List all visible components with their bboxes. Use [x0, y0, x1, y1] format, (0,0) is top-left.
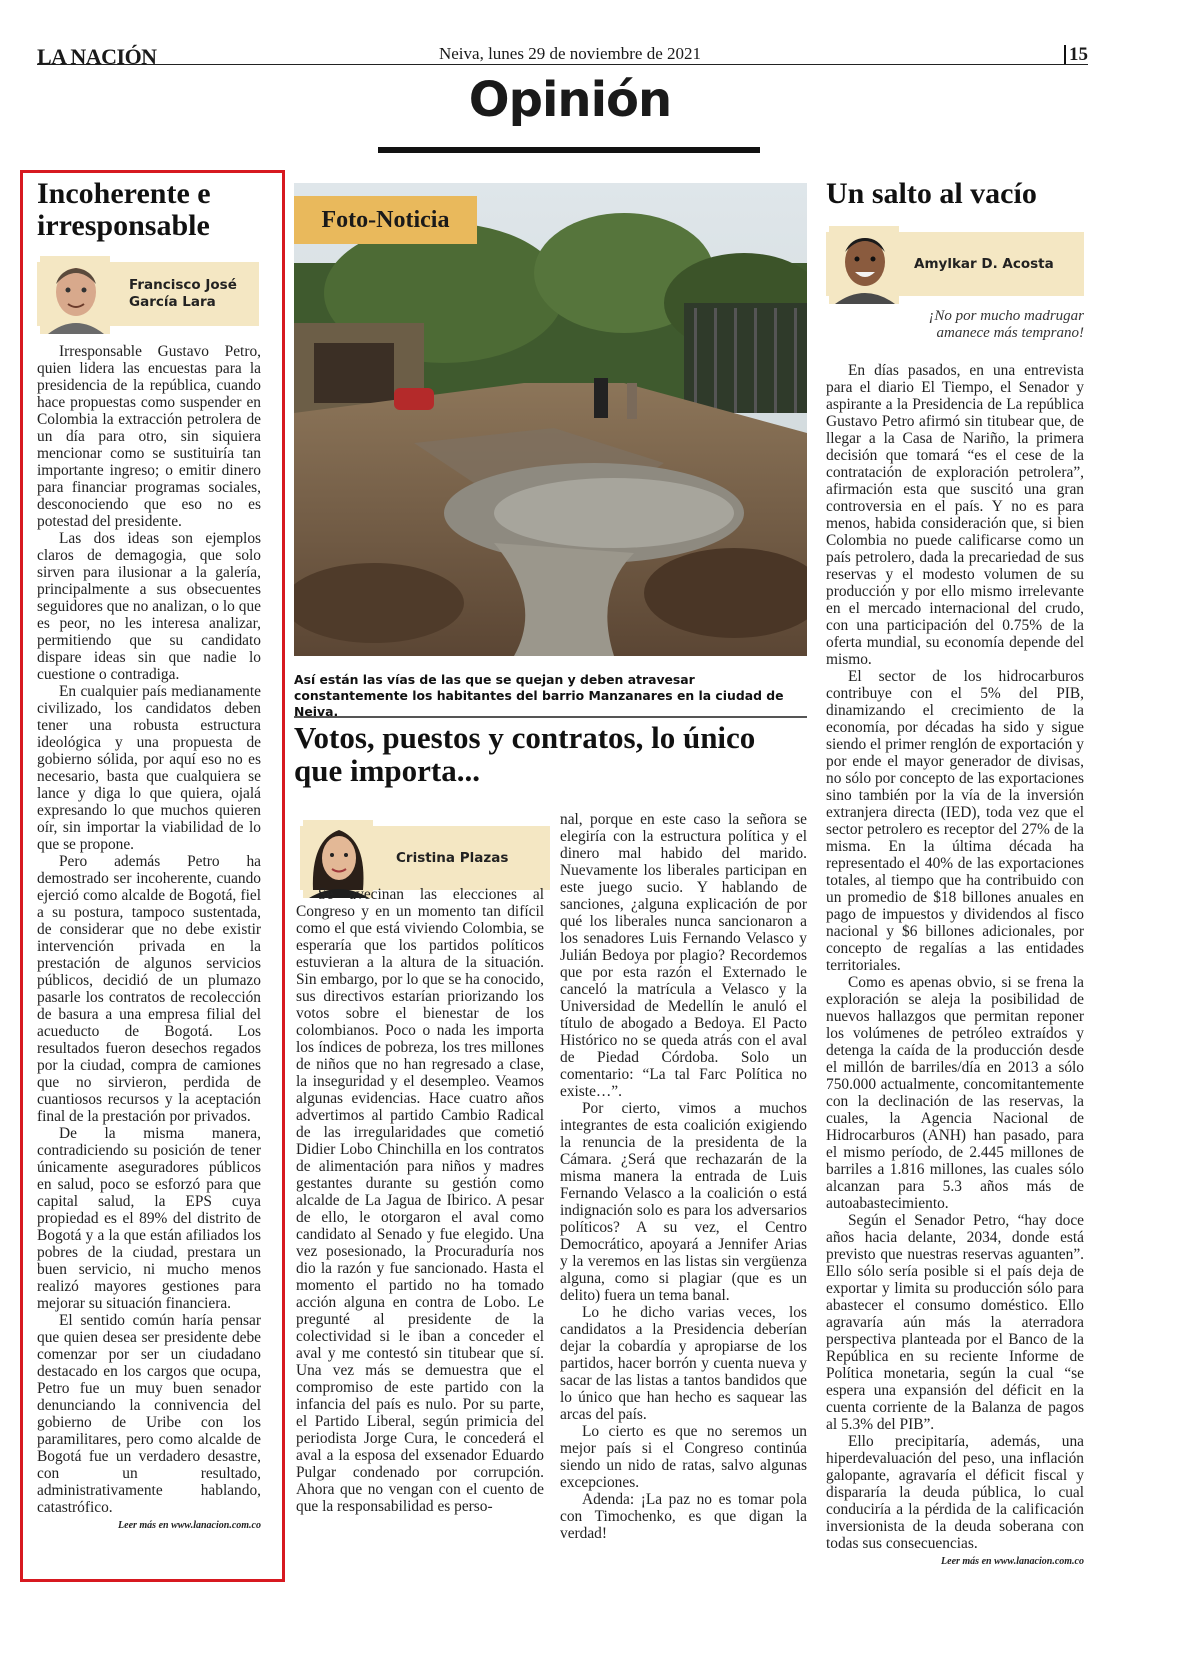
paragraph: Como es apenas obvio, si se frena la exploración se aleja la posibilidad de nuevos hallazgos que permitan reponer los volúmenes de petróleo extraídos y detenga la caída de la producción desde el millón de barriles/día en 2013 a sólo 750.000 actualmente, concomitantemente con la declinación de las reservas, la cuales, la Agencia Nacional de Hidrocarburos (ANH) han pasado, para el mismo período, de 2.445 millones de barriles a 1.816 millones, las cuales sólo alcanzan para 5.3 años más de autoabastecimiento. [826, 974, 1084, 1212]
street-photo [294, 183, 807, 656]
paragraph: Lo he dicho varias veces, los candidatos a la Presidencia deberían dejar la cobardía y apropiarse de los partidos, hacer borrón y cuenta nueva y sacar de las listas a tantos bandidos que lo único que han hecho es saquear las arcas del país. [560, 1304, 807, 1423]
author-photo [40, 256, 110, 334]
caption-rule [294, 716, 807, 718]
paragraph: De la misma manera, contradiciendo su posición de tener únicamente aseguradores públicos en salud, poco se esforzó para que capital salud, la EPS cuya propiedad es el 89% del distrito de Bogotá y a la que están afiliados los pobres de la ciudad, prestara un buen servicio, ni mucho menos realizó mayores gestiones para mejorar su situación financiera. [37, 1125, 261, 1312]
dateline: Neiva, lunes 29 de noviembre de 2021 [438, 44, 701, 63]
read-more-link[interactable]: Leer más en www.lanacion.com.co [941, 1556, 1084, 1567]
author-name: Cristina Plazas [396, 850, 509, 866]
column-left [37, 178, 261, 1531]
page-number: 15 [1064, 45, 1088, 65]
paragraph: Pero además Petro ha demostrado ser incoherente, cuando ejerció como alcalde de Bogotá, fiel a su postura, tampoco sustentada, de considerar que no debe existir intervención privada en la prestación de algunos servicios públicos, decidió de un plumazo pasarle los contratos de recolección de basura a una empresa filial del acueducto de Bogotá. Los resultados fueron desechos regados por la ciudad, compra de camiones que no sirvieron, perdida de cuantiosos recursos y la aceptación final de la prestación por privados. [37, 853, 261, 1125]
section-title: Opinión [468, 72, 672, 128]
column-center-header [294, 721, 807, 787]
epigraph-line: amanece más temprano! [936, 325, 1084, 341]
header-rule [37, 64, 1088, 65]
author-name: Amylkar D. Acosta [914, 256, 1054, 272]
article-body-col2 [560, 811, 807, 1542]
paragraph: En cualquier país medianamente civilizado, los candidatos deben tener una robusta estructura ideológica y una propuesta de gobierno sólida, por aquí eso no es necesario, basta que cualquiera se lance y diga lo que quiera, ojalá expresando lo que muchos quieren oír, sin importar la viabilidad de lo que se propone. [37, 683, 261, 853]
paragraph: El sector de los hidrocarburos contribuye con el 5% del PIB, dinamizando el crecimiento de la economía, por décadas ha sido y sigue siendo el primer renglón de exportación y por ende el mayor generador de divisas, no sólo por concepto de las exportaciones sino también por la vía de la inversión extranjera directa (IED), toda vez que el sector petrolero es receptor del 27% de la misma. En la última década ha representado el 40% de las exportaciones totales, al tiempo que ha contribuido con un promedio de $18 billones anuales en pago de impuestos y dividendos al fisco nacional y $6 billones adicionales, por concepto de regalías a las entidades territoriales. [826, 668, 1084, 974]
author-box [300, 826, 550, 890]
paragraph: El sentido común haría pensar que quien desea ser presidente debe comenzar por ser un ciudadano destacado en los cargos que ocupa, Petro fue un muy buen senador denunciando la connivencia del gobierno de Uribe con los paramilitares, pero como alcalde de Bogotá fue un verdadero desastre, con un resultado, administrativamente hablando, catastrófico. [37, 1312, 261, 1516]
paragraph: Ello precipitaría, además, una hiperdevaluación del peso, una inflación galopante, agravaría el déficit fiscal y dispararía la deuda pública, lo cual conduciría a la pérdida de la calificación inversionista de la deuda soberana con todas sus consecuencias. [826, 1433, 1084, 1552]
paragraph: En días pasados, en una entrevista para el diario El Tiempo, el Senador y aspirante a la Presidencia de La república Gustavo Petro afirmó sin titubear que, de llegar a la Casa de Nariño, la primera decisión que tomará “es el cese de la contratación de exploración petrolera”, afirmación esta que suscitó una gran controversia en el país. Y no es para menos, habida consideración que, si bien Colombia no puede calificarse como un país petrolero, dada la precariedad de sus reservas y el modesto volumen de su producción y por ello mismo irrelevante en el mercado internacional del crudo, con una participación del 0.75% de la oferta mundial, su economía depende del mismo. [826, 362, 1084, 668]
paragraph: Adenda: ¡La paz no es tomar pola con Timochenko, es que digan la verdad! [560, 1491, 807, 1542]
epigraph [826, 308, 1084, 342]
article-headline: Incoherente e irresponsable [37, 177, 211, 242]
paragraph: nal, porque en este caso la señora se elegiría con la estructura política y el dinero mal habido del marido. Nuevamente los liberales participan en este juego sucio. Y hablando de sanciones, ¿alguna explicación de por qué los liberales nunca sancionaron a los senadores Luis Fernando Velasco y Julián Bedoya por plagio? Recordemos que por esta razón el Externado le canceló la matrícula a Velasco y la Universidad de Medellín le anuló el título de abogado a Bedoya. El Pacto Histórico no se queda atrás con el aval de Piedad Córdoba. Solo un comentario: “La tal Farc Política no existe…”. [560, 811, 807, 1100]
article-body-col1 [296, 886, 544, 1515]
photo-label: Foto-Noticia [294, 196, 477, 244]
photo-caption: Así están las vías de las que se quejan y deben atravesar constantemente los habitantes del barrio Manzanares en la ciudad de Neiva. [294, 672, 784, 719]
paragraph: Irresponsable Gustavo Petro, quien lidera las encuestas para la presidencia de la república, cuando hace propuestas como suspender en Colombia la extracción petrolera de un día para otro, sin siquiera mencionar como se sustituiría tan importante ingreso; o emitir dinero para financiar programas sociales, desconociendo que eso no es potestad del presidente. [37, 343, 261, 530]
author-name: Francisco José García Lara [129, 277, 237, 310]
column-right [826, 178, 1084, 1567]
author-box [826, 232, 1084, 296]
author-photo [829, 226, 899, 304]
section-underline [378, 147, 760, 153]
paragraph: Por cierto, vimos a muchos integrantes de esta coalición exigiendo la renuncia de la presidenta de la Cámara. ¿Será que rechazarán de la misma manera la entrada de Luis Fernando Velasco a la coalición o está indignación solo es para los adversarios políticos? A su vez, el Centro Democrático, apoyará a Jennifer Arias y la veremos en las listas sin vergüenza alguna, como si plagiar (que es un delito) fuera un tema banal. [560, 1100, 807, 1304]
masthead-logo: LA NACIÓN [37, 44, 157, 69]
epigraph-line: ¡No por mucho madrugar [928, 308, 1084, 324]
article-headline: Votos, puestos y contratos, lo único que importa... [294, 720, 756, 788]
article-body [37, 343, 261, 1516]
article-body [826, 362, 1084, 1552]
paragraph: Lo cierto es que no seremos un mejor país si el Congreso continúa siendo un nido de ratas, salvo algunas excepciones. [560, 1423, 807, 1491]
article-headline: Un salto al vacío [826, 177, 1037, 210]
author-box [37, 262, 259, 326]
paragraph: Según el Senador Petro, “hay doce años hacia delante, 2034, donde está previsto que nuestras reservas aguanten”. Ello sólo sería posible si el país deja de exportar y limita su producción sólo para abastecer el consumo doméstico. Ello agravaría aún más la aterradora perspectiva planteada por el Banco de la República en su reciente Informe de Política monetaria, según la cual “se espera una expansión del déficit en la cuenta corriente de la Balanza de pagos al 5.3% del PIB”. [826, 1212, 1084, 1433]
paragraph: Las dos ideas son ejemplos claros de demagogia, que solo sirven para ilusionar a la galería, principalmente a sus obsecuentes seguidores que no analizan, o lo que es peor, no les interesa analizar, permitiendo que su candidato dispare ideas sin que nadie lo cuestione o contradiga. [37, 530, 261, 683]
paragraph: Se avecinan las elecciones al Congreso y en un momento tan difícil como el que está viviendo Colombia, se esperaría que los partidos políticos estuvieran a la altura de la situación. Sin embargo, por lo que se ha conocido, sus directivos estarían priorizando los votos sobre el bienestar de los colombianos. Poco o nada les importa los índices de pobreza, los tres millones de niños que no han regresado a clase, la inseguridad y el desempleo. Veamos algunas evidencias. Hace cuatro años advertimos al partido Cambio Radical de las irregularidades que cometió Didier Lobo Chinchilla en los contratos de alimentación para niños y madres gestantes durante su gestión como alcalde de La Jagua de Ibirico. A pesar de ello, le otorgaron el aval como candidato al Senado y fue elegido. Una vez posesionado, la Procuraduría nos dio la razón y fue sancionado. Hasta el momento el partido no ha tomado acción alguna en contra de Lobo. Le pregunté al presidente de la colectividad si le iban a conceder el aval y me contestó sin titubear que sí. Una vez más se demuestra que el compromiso de este partido con la infancia del país es nulo. Por su parte, el Partido Liberal, según primicia del periodista Jorge Cura, le concederá el aval a la esposa del exsenador Eduardo Pulgar condenado por corrupción. Ahora que no vengan con el cuento de que la responsabilidad es perso- [296, 886, 544, 1515]
read-more-link[interactable]: Leer más en www.lanacion.com.co [118, 1520, 261, 1531]
